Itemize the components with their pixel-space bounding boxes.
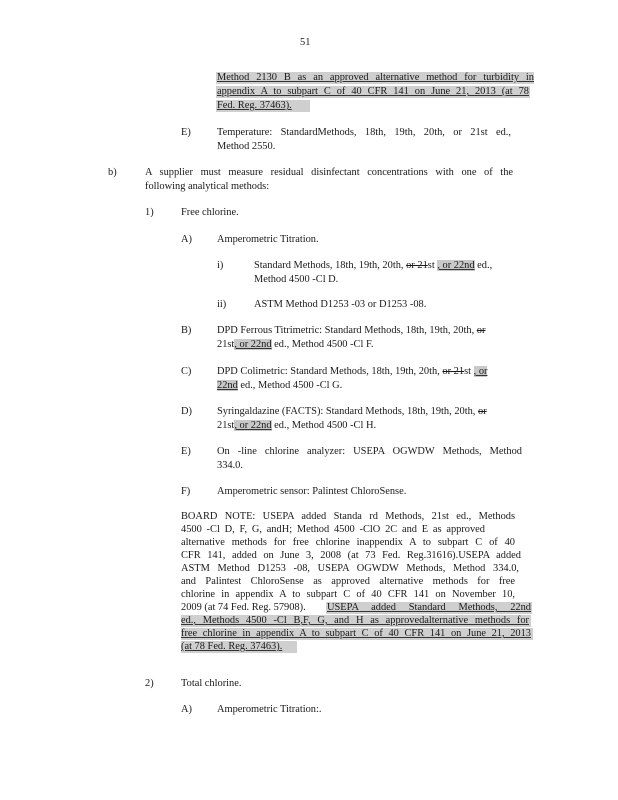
text: 21st: [217, 420, 235, 431]
total-chlorine-title: Total chlorine.: [181, 678, 242, 689]
deleted-text: or 21: [442, 366, 465, 377]
method-line: [217, 406, 487, 418]
temperature-line: Temperature: StandardMethods, 18th, 19th, 20th, or 21st ed.,: [217, 127, 511, 138]
text: Syringaldazine (FACTS): Standard Methods, 18th, 19th, 20th,: [217, 406, 476, 417]
text: ed., Method 4500 -Cl H.: [274, 420, 377, 431]
total-amperometric-title: Amperometric Titration:.: [217, 704, 322, 715]
item-label: C): [181, 366, 192, 377]
inserted-text: , or 22nd: [234, 420, 272, 431]
text: DPD Ferrous Titrimetric: Standard Methods, 18th, 19th, 20th,: [217, 325, 475, 336]
board-note-line: 2009 (at 74 Fed. Reg. 57908).: [181, 602, 306, 613]
item-label: i): [217, 260, 224, 271]
deleted-text: or 21: [406, 260, 428, 271]
section-b-line: A supplier must measure residual disinfectant concentrations with one of the: [145, 167, 513, 178]
item-label: D): [181, 406, 192, 417]
inserted-text: , or 22nd: [437, 260, 475, 271]
method-line: [217, 420, 376, 432]
inserted-text: , or 22nd: [234, 339, 272, 350]
text: ed., Method 4500 -Cl F.: [274, 339, 374, 350]
inserted-text: , or: [473, 366, 488, 377]
item-label: B): [181, 325, 192, 336]
method-line: [217, 380, 342, 392]
board-note-inserted: USEPA added Standard Methods, 22nd: [327, 602, 531, 613]
text: st: [464, 366, 472, 377]
item-label: E): [181, 446, 191, 457]
top-note-line: Fed. Reg. 37463).: [217, 100, 292, 111]
board-note-inserted: free chlorine in appendix A to subpart C of 40 CFR 141 on June 21, 2013: [181, 628, 531, 639]
board-note-inserted: ed., Methods 4500 -Cl B,F, G, and H as approvedalternative methods for: [181, 615, 529, 626]
temperature-line: Method 2550.: [217, 141, 276, 152]
board-note-inserted: (at 78 Fed. Reg. 37463).: [181, 641, 283, 652]
method-line: [217, 366, 487, 378]
board-note-line: 4500 -Cl D, F, G, andH; Method 4500 -ClO 2C and E as approved: [181, 524, 485, 535]
board-note-line: BOARD NOTE: USEPA added Standa rd Methods, 21st ed., Methods: [181, 511, 515, 522]
method-line: Amperometric sensor: Palintest ChloroSense.: [217, 486, 407, 497]
item-label: E): [181, 127, 191, 138]
board-note-line: alternative methods for free chlorine inappendix A to subpart C of 40: [181, 537, 515, 548]
item-label: ii): [217, 299, 227, 310]
inserted-text: 22nd: [217, 380, 238, 391]
method-line: On -line chlorine analyzer: USEPA OGWDW Methods, Method: [217, 446, 522, 457]
text: st: [427, 260, 435, 271]
deleted-text: or: [478, 406, 487, 417]
top-note-line: appendix A to subpart C of 40 CFR 141 on June 21, 2013 (at 78: [217, 86, 529, 97]
item-label: A): [181, 704, 192, 715]
amperometric-title: Amperometric Titration.: [217, 234, 319, 245]
board-note-line: CFR 141, added on June 3, 2008 (at 73 Fed. Reg.31616).USEPA added: [181, 550, 521, 561]
method-line: [217, 339, 374, 351]
method-line: [254, 260, 492, 272]
top-note-line: Method 2130 B as an approved alternative method for turbidity in: [217, 72, 534, 83]
text: ed.,: [477, 260, 493, 271]
item-label: F): [181, 486, 191, 497]
board-note-line: chlorine in appendix A to subpart C of 40 CFR 141 on November 10,: [181, 589, 515, 600]
method-line: [217, 325, 485, 337]
text: DPD Colimetric: Standard Methods, 18th, 19th, 20th,: [217, 366, 440, 377]
method-line: 334.0.: [217, 460, 243, 471]
item-label: 2): [145, 678, 154, 689]
section-b-line: following analytical methods:: [145, 181, 270, 192]
deleted-text: or: [476, 325, 486, 336]
text: 21st: [217, 339, 235, 350]
item-label: 1): [145, 207, 154, 218]
method-line: Method 4500 -Cl D.: [254, 274, 339, 285]
text: ed., Method 4500 -Cl G.: [240, 380, 343, 391]
section-label: b): [108, 167, 117, 178]
page-number: 51: [300, 37, 311, 48]
free-chlorine-title: Free chlorine.: [181, 207, 239, 218]
board-note-line: ASTM Method D1253 -08, USEPA OGWDW Methods, Method 334.0,: [181, 563, 519, 574]
board-note-line: and Palintest ChloroSense as approved alternative methods for free: [181, 576, 515, 587]
method-line: ASTM Method D1253 -03 or D1253 -08.: [254, 299, 427, 310]
text: Standard Methods, 18th, 19th, 20th,: [254, 260, 404, 271]
item-label: A): [181, 234, 192, 245]
